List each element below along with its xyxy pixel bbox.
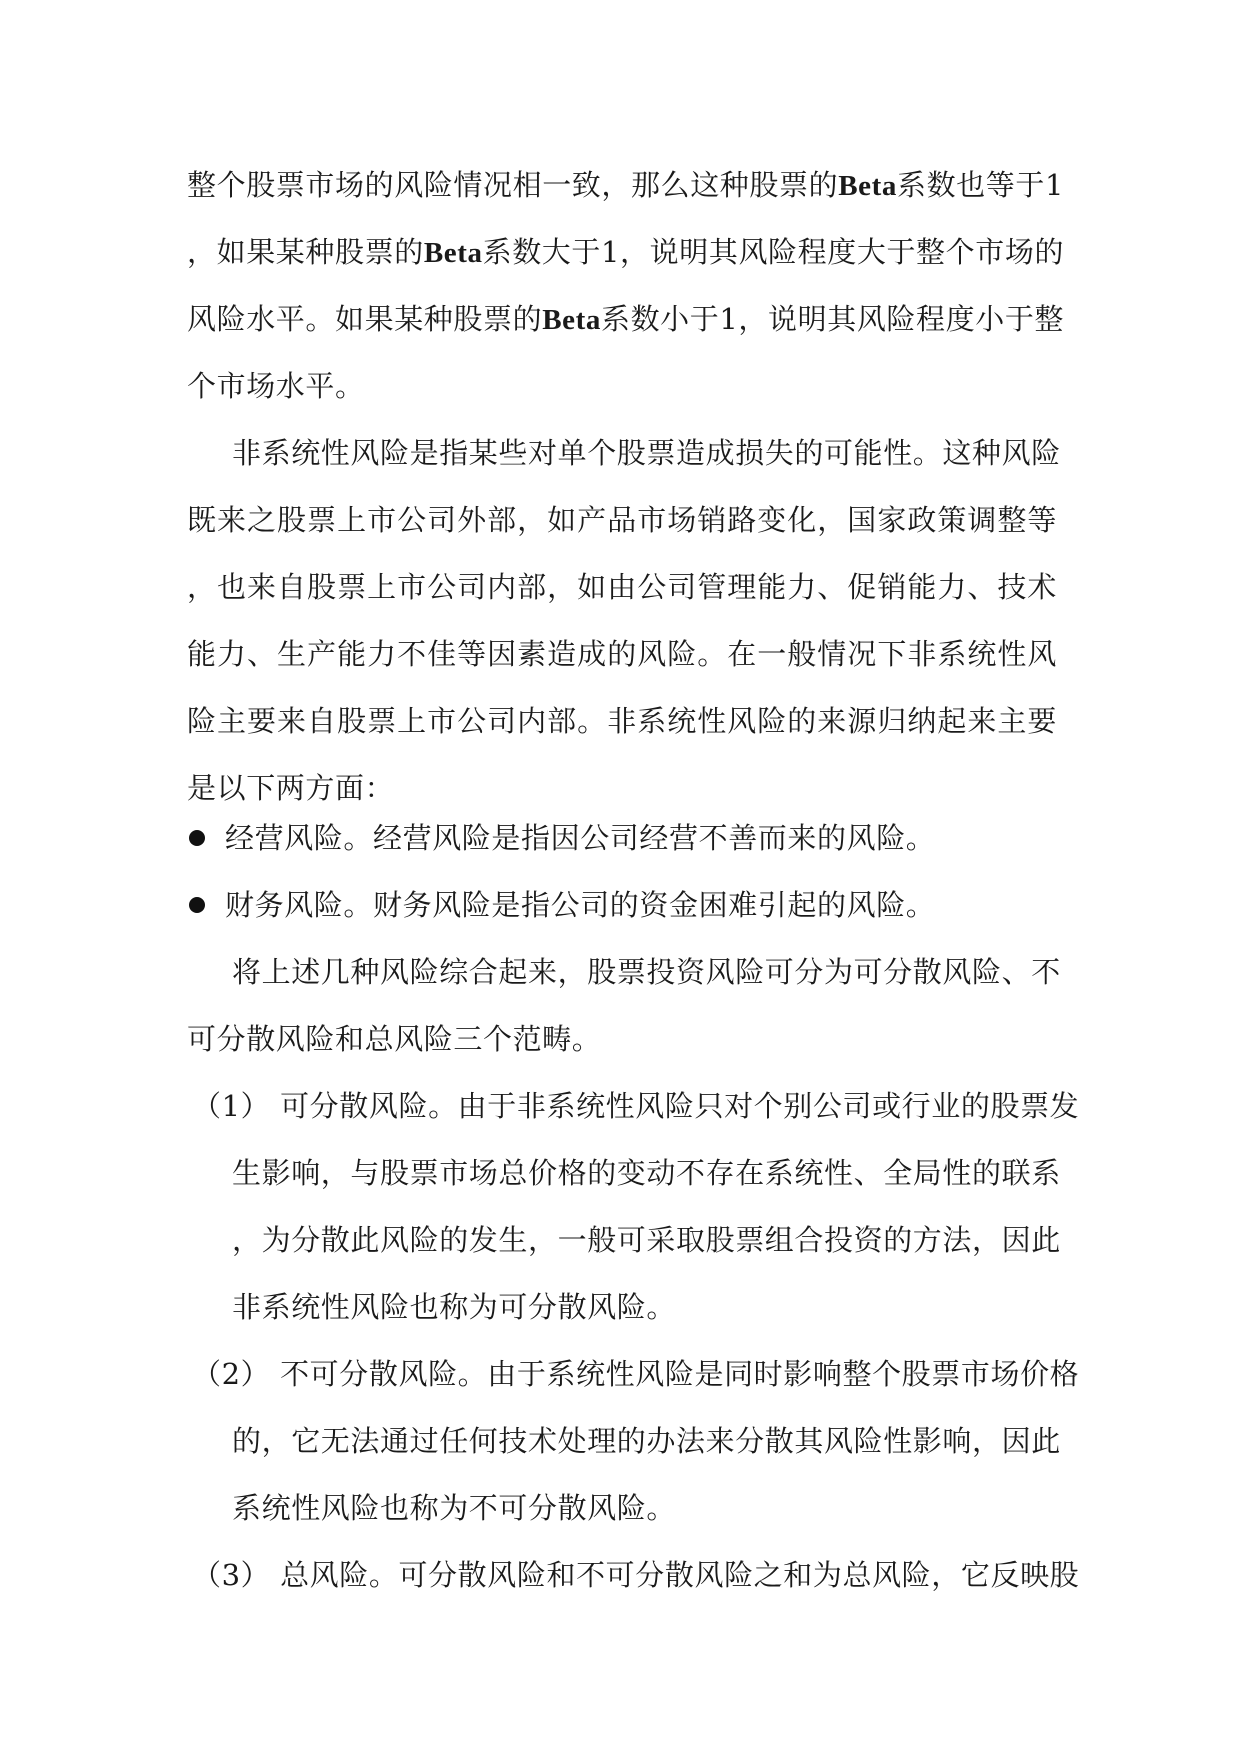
paragraph-line: 风险水平。如果某种股票的Beta系数小于1，说明其风险程度小于整 [187,302,1065,336]
bullet-item: 财务风险。财务风险是指公司的资金困难引起的风险。 [225,888,936,922]
paragraph-line: 个市场水平。 [187,369,365,403]
numbered-item-line: 系统性风险也称为不可分散风险。 [232,1491,677,1525]
paragraph-line: 是以下两方面： [187,771,395,805]
bullet-icon [189,830,205,846]
paragraph-line: 既来之股票上市公司外部，如产品市场销路变化，国家政策调整等 [187,503,1057,537]
numbered-item-line: ，为分散此风险的发生，一般可采取股票组合投资的方法，因此 [232,1223,1061,1257]
paragraph-line: ，如果某种股票的Beta系数大于1，说明其风险程度大于整个市场的 [187,235,1065,269]
paragraph-line: 非系统性风险是指某些对单个股票造成损失的可能性。这种风险 [232,436,1061,470]
numbered-item-line: （1） 可分散风险。由于非系统性风险只对个别公司或行业的股票发 [192,1089,1080,1123]
paragraph-line: ，也来自股票上市公司内部，如由公司管理能力、促销能力、技术 [187,570,1057,604]
paragraph-line: 将上述几种风险综合起来，股票投资风险可分为可分散风险、不 [232,955,1061,989]
bullet-item: 经营风险。经营风险是指因公司经营不善而来的风险。 [225,821,936,855]
paragraph-line: 可分散风险和总风险三个范畴。 [187,1022,602,1056]
numbered-item-line: （2） 不可分散风险。由于系统性风险是同时影响整个股票市场价格 [192,1357,1080,1391]
paragraph-line: 整个股票市场的风险情况相一致，那么这种股票的Beta系数也等于1 [187,168,1065,202]
paragraph-line: 险主要来自股票上市公司内部。非系统性风险的来源归纳起来主要 [187,704,1057,738]
bullet-icon [189,897,205,913]
numbered-item-line: 非系统性风险也称为可分散风险。 [232,1290,677,1324]
numbered-item-line: 生影响，与股票市场总价格的变动不存在系统性、全局性的联系 [232,1156,1061,1190]
paragraph-line: 能力、生产能力不佳等因素造成的风险。在一般情况下非系统性风 [187,637,1057,671]
numbered-item-line: （3） 总风险。可分散风险和不可分散风险之和为总风险，它反映股 [192,1558,1080,1592]
numbered-item-line: 的，它无法通过任何技术处理的办法来分散其风险性影响，因此 [232,1424,1061,1458]
